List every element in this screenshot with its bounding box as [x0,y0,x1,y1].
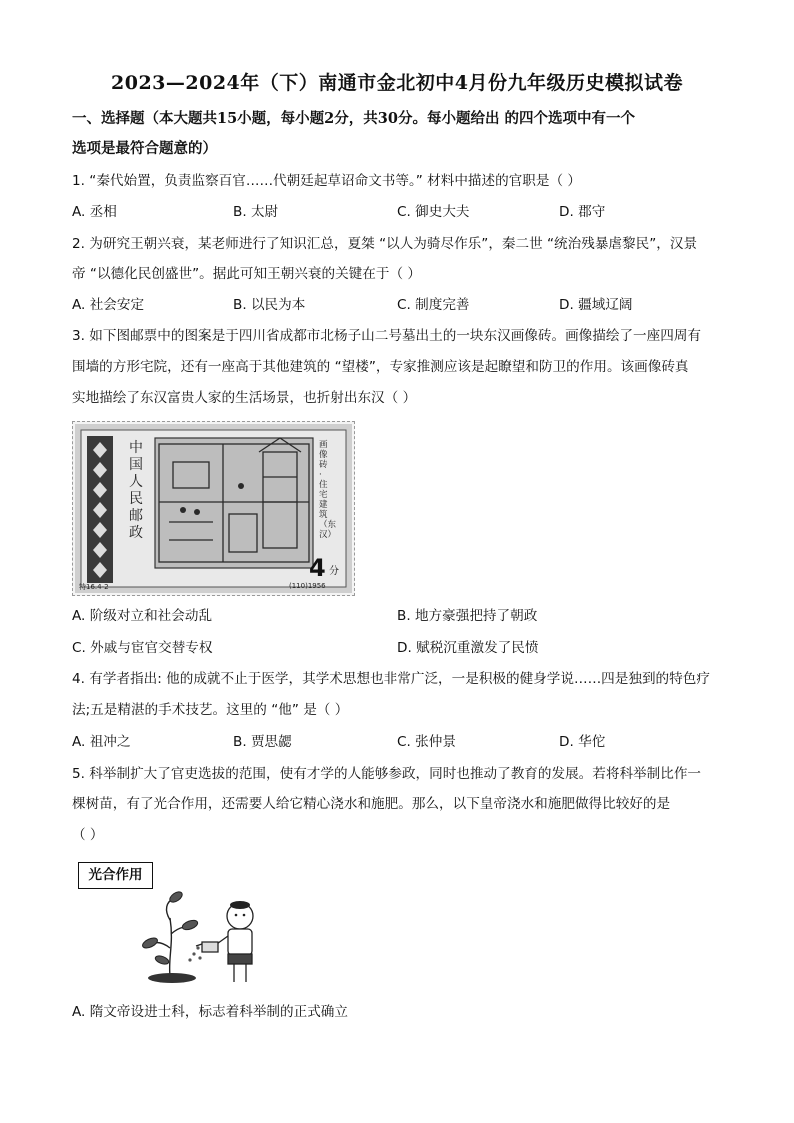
q2-option-a: A. 社会安定 [72,297,145,313]
stamp-code-right: (110)1956 [289,582,326,590]
section-heading-line-1: 一、选择题（本大题共15小题，每小题2分，共30分。每小题给出 的四个选项中有一个 [72,110,635,127]
question-3-line-2: 围墙的方形宅院，还有一座高于其他建筑的 “望楼”，专家推测应该是起瞭望和防卫的作用。该画像砖真 [72,359,689,375]
question-4-line-2: 法;五是精湛的手术技艺。这里的 “他” 是（ ） [72,702,349,718]
q4-option-c: C. 张仲景 [397,734,456,750]
question-2-line-1: 2. 为研究王朝兴衰，某老师进行了知识汇总，夏桀 “以人为骑尽作乐”，秦二世 “统治残暴虐黎民”，汉景 [72,236,698,252]
question-5-line-2: 棵树苗，有了光合作用，还需要人给它精心浇水和施肥。那么，以下皇帝浇水和施肥做得比较好的是 [72,796,671,812]
stamp-code-left: 特16.4-2 [79,583,109,591]
q5-option-a: A. 隋文帝设进士科，标志着科举制的正式确立 [72,1004,348,1020]
question-2-line-2: 帝 “以德化民创盛世”。据此可知王朝兴衰的关键在于（ ） [72,266,421,282]
question-3-line-3: 实地描绘了东汉富贵人家的生活场景，也折射出东汉（ ） [72,390,417,406]
q1-option-b: B. 太尉 [233,204,279,220]
q2-option-d: D. 疆域辽阔 [559,297,633,313]
photosynthesis-label-box: 光合作用 [78,862,153,889]
stamp-country-text: 中国人民邮政 [129,440,143,541]
section-heading [72,104,724,164]
q1-option-c: C. 御史大夫 [397,204,470,220]
stamp-image [72,421,355,596]
stamp-caption-text: 画像砖·住宅建筑（东汉） [319,440,337,540]
q2-option-c: C. 制度完善 [397,297,470,313]
q4-option-a: A. 祖冲之 [72,734,131,750]
section-heading-line-2: 选项是最符合题意的） [72,140,217,157]
q2-option-b: B. 以民为本 [233,297,306,313]
q3-option-a: A. 阶级对立和社会动乱 [72,608,213,624]
question-5-line-3: （ ） [72,827,104,843]
question-1-text: 1. “秦代始置，负责监察百官……代朝廷起草诏命文书等。” 材料中描述的官职是（ ） [72,173,581,189]
q4-option-d: D. 华佗 [559,734,606,750]
question-4-line-1: 4. 有学者指出: 他的成就不止于医学，其学术思想也非常广泛，一是积极的健身学说……四是独到的特色疗 [72,671,710,687]
q3-option-b: B. 地方豪强把持了朝政 [397,608,538,624]
q4-option-b: B. 贾思勰 [233,734,292,750]
question-5-line-1: 5. 科举制扩大了官吏选拔的范围，使有才学的人能够参政，同时也推动了教育的发展。若将科举制比作一 [72,766,702,782]
q1-option-a: A. 丞相 [72,204,117,220]
q3-option-c: C. 外戚与宦官交替专权 [72,640,213,656]
q3-option-d: D. 赋税沉重激发了民愤 [397,640,539,656]
question-3-line-1: 3. 如下图邮票中的图案是于四川省成都市北杨子山二号墓出土的一块东汉画像砖。画像描绘了一座四周有 [72,328,702,344]
stamp-value: 4 [309,554,326,582]
page-title: 2023—2024年（下）南通市金北初中4月份九年级历史模拟试卷 [111,72,683,94]
q1-option-d: D. 郡守 [559,204,606,220]
watering-illustration [140,888,280,988]
stamp-value-unit: 分 [329,566,339,577]
